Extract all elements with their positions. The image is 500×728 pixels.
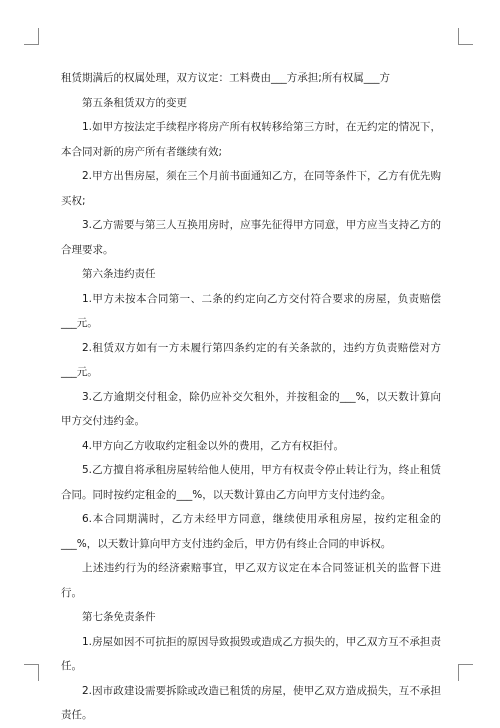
document-page — [61, 66, 441, 728]
paragraph: 2.租赁双方如有一方未履行第四条约定的有关条款的，违约方负责赔偿对方___元。 — [61, 341, 441, 378]
heading-article-5: 第五条租赁双方的变更 — [82, 96, 187, 109]
paragraph: 4.甲方向乙方收取约定租金以外的费用，乙方有权拒付。 — [82, 439, 345, 452]
paragraph: 1.如甲方按法定手续程序将房产所有权转移给第三方时，在无约定的情况下，本合同对新的房产所有者继续有效; — [61, 121, 441, 158]
paragraph: 1.房屋如因不可抗拒的原因导致损毁或造成乙方损失的，甲乙双方互不承担责任。 — [61, 635, 441, 672]
crop-mark-top-right — [458, 28, 473, 45]
crop-mark-top-left — [24, 28, 39, 45]
paragraph: 1.甲方未按本合同第一、二条的约定向乙方交付符合要求的房屋，负责赔偿___元。 — [61, 292, 441, 329]
paragraph: 2.因市政建设需要拆除或改造已租赁的房屋，使甲乙双方造成损失，互不承担责任。 — [61, 684, 441, 721]
crop-mark-bottom-right — [458, 664, 473, 681]
paragraph: 6.本合同期满时，乙方未经甲方同意，继续使用承租房屋，按约定租金的___%，以天数计算向甲方支付违约金后，甲方仍有终止合同的申诉权。 — [61, 513, 441, 550]
crop-mark-bottom-left — [24, 664, 39, 681]
paragraph: 5.乙方擅自将承租房屋转给他人使用，甲方有权责令停止转让行为，终止租赁合同。同时按约定租金的___%，以天数计算由乙方向甲方支付违约金。 — [61, 464, 441, 501]
paragraph: 3.乙方逾期交付租金，除仍应补交欠租外，并按租金的___%，以天数计算向甲方交付违约金。 — [61, 390, 441, 427]
paragraph-ownership: 租赁期满后的权属处理，双方议定：工料费由___方承担;所有权属___方 — [61, 72, 391, 84]
paragraph: 上述违约行为的经济索赔事宜，甲乙双方议定在本合同签证机关的监督下进行。 — [61, 562, 441, 599]
heading-article-7: 第七条免责条件 — [82, 611, 156, 623]
paragraph: 2.甲方出售房屋，须在三个月前书面通知乙方，在同等条件下，乙方有优先购买权; — [61, 170, 441, 207]
paragraph: 3.乙方需要与第三人互换用房时，应事先征得甲方同意，甲方应当支持乙方的合理要求。 — [61, 219, 441, 256]
heading-article-6: 第六条违约责任 — [82, 268, 156, 280]
